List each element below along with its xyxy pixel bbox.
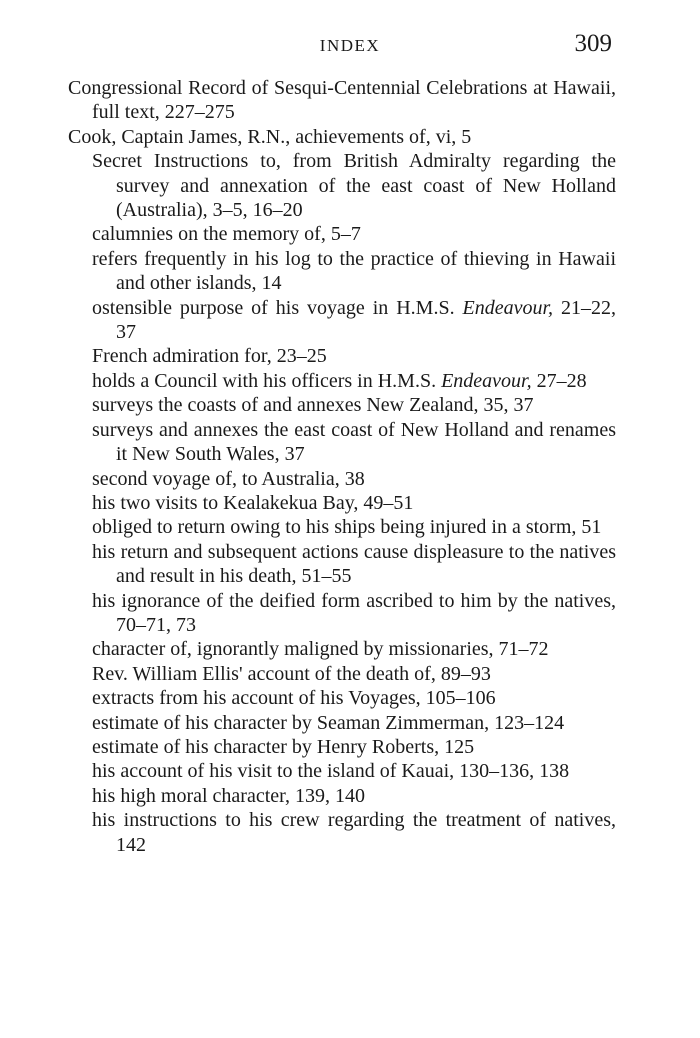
index-subentry: estimate of his character by Henry Roberts, 125 [92,735,475,758]
index-subentry: second voyage of, to Australia, 38 [92,467,365,490]
index-subentry: surveys the coasts of and annexes New Zealand, 35, 37 [92,394,534,417]
index-subentry: estimate of his character by Seaman Zimmerman, 123–124 [92,711,565,734]
index-subentry: his high moral character, 139, 140 [92,784,366,807]
index-subentry: calumnies on the memory of, 5–7 [92,223,361,246]
index-subentry: refers frequently in his log to the practice of thieving in Hawaii and other islands, 14 [92,247,616,295]
index-subentry: his return and subsequent actions cause displeasure to the natives and result in his death, 51–55 [92,540,616,588]
index-entry: Congressional Record of Sesqui-Centennial Celebrations at Hawaii, full text, 227–275 [68,77,616,124]
running-header [0,30,700,64]
header-title: INDEX [319,36,381,55]
index-subentry: his ignorance of the deified form ascribed to him by the natives, 70–71, 73 [92,589,616,636]
index-subentry: character of, ignorantly maligned by missionaries, 71–72 [92,638,549,661]
index-subentry: his two visits to Kealakekua Bay, 49–51 [92,491,414,514]
index-subentry: his account of his visit to the island of Kauai, 130–136, 138 [92,760,570,783]
page-number: 309 [574,30,612,57]
index-subentry: extracts from his account of his Voyages, 105–106 [92,687,496,710]
index-subentry: Secret Instructions to, from British Admiralty regarding the survey and annexation of the east coast of New Holland (Australia), 3–5, 16–20 [92,150,616,222]
index-entry: Cook, Captain James, R.N., achievements of, vi, 5 [68,125,472,148]
index-subentry: surveys and annexes the east coast of New Holland and renames it New South Wales, 37 [92,418,616,466]
index-subentry: French admiration for, 23–25 [92,345,327,368]
index-subentry: obliged to return owing to his ships being injured in a storm, 51 [92,516,602,539]
index-entries [68,76,616,857]
index-subentry: his instructions to his crew regarding the treatment of natives, 142 [92,809,616,856]
index-subentry: holds a Council with his officers in H.M.S. Endeavour, 27–28 [92,369,587,392]
index-subentry: Rev. William Ellis' account of the death of, 89–93 [92,662,491,685]
index-subentry: ostensible purpose of his voyage in H.M.S. Endeavour, 21–22, 37 [92,296,616,344]
